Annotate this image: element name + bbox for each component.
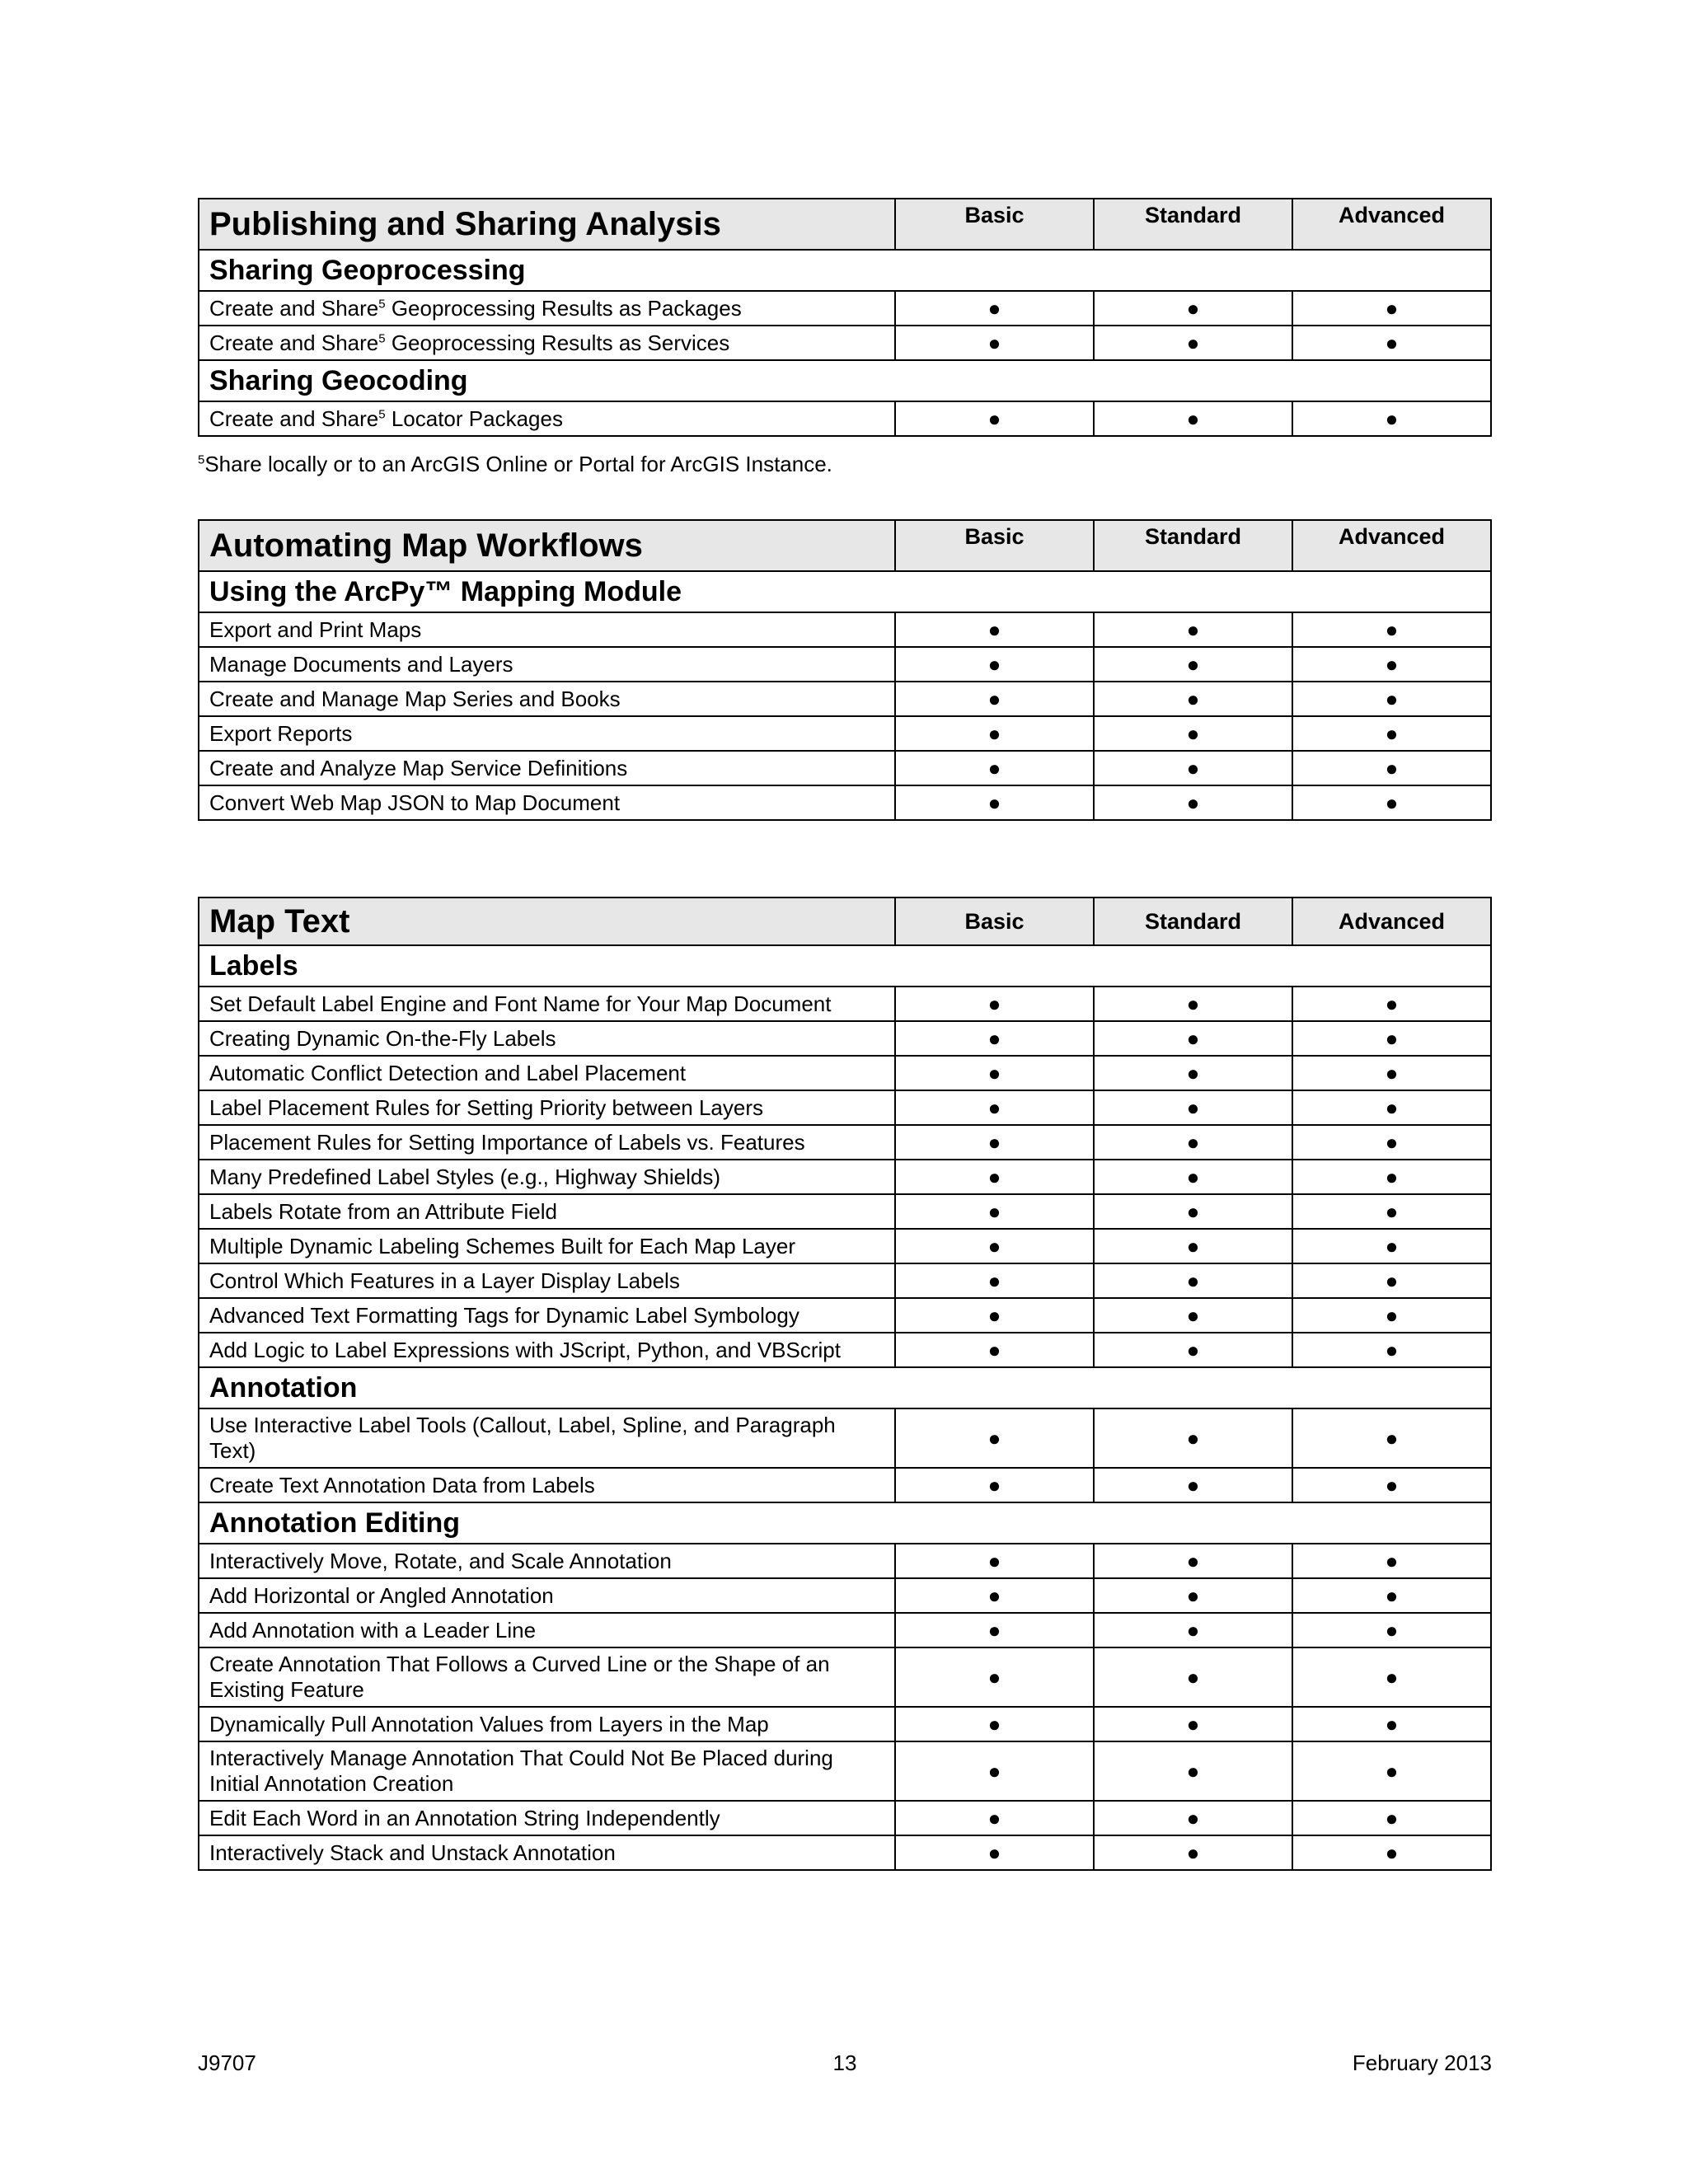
page-number: 13 (832, 2050, 857, 2075)
availability-dot-basic: ● (895, 987, 1094, 1021)
availability-dot-standard: ● (1094, 1333, 1292, 1367)
feature-label: Control Which Features in a Layer Display Labels (199, 1263, 895, 1298)
table-spacer (198, 481, 1492, 519)
availability-dot-advanced: ● (1292, 1056, 1491, 1090)
table-row (199, 647, 1491, 682)
availability-dot-advanced: ● (1292, 1741, 1491, 1801)
feature-label: Many Predefined Label Styles (e.g., Highway Shields) (199, 1160, 895, 1194)
table-row (199, 1801, 1491, 1835)
footnote-reference: 5 (378, 330, 386, 345)
availability-dot-advanced: ● (1292, 291, 1491, 326)
table-row (199, 1194, 1491, 1229)
availability-dot-advanced: ● (1292, 1468, 1491, 1502)
document-number: J9707 (198, 2050, 256, 2075)
availability-dot-advanced: ● (1292, 1544, 1491, 1578)
feature-label: Placement Rules for Setting Importance of Labels vs. Features (199, 1125, 895, 1160)
table-row (199, 1021, 1491, 1056)
page-content (198, 198, 1492, 1871)
availability-dot-advanced: ● (1292, 751, 1491, 785)
feature-table (198, 198, 1492, 437)
table-row (199, 682, 1491, 716)
table-row (199, 401, 1491, 436)
availability-dot-basic: ● (895, 1229, 1094, 1263)
availability-dot-basic: ● (895, 716, 1094, 751)
availability-dot-basic: ● (895, 1194, 1094, 1229)
availability-dot-standard: ● (1094, 1801, 1292, 1835)
availability-dot-standard: ● (1094, 612, 1292, 647)
feature-label: Interactively Move, Rotate, and Scale Annotation (199, 1544, 895, 1578)
availability-dot-basic: ● (895, 1021, 1094, 1056)
feature-label-text: Geoprocessing Results as Packages (385, 295, 742, 321)
availability-dot-basic: ● (895, 1544, 1094, 1578)
table-row (199, 1707, 1491, 1741)
feature-label: Interactively Manage Annotation That Could Not Be Placed during Initial Annotation Creation (199, 1741, 895, 1801)
availability-dot-basic: ● (895, 326, 1094, 360)
feature-label: Create and Analyze Map Service Definitions (199, 751, 895, 785)
availability-dot-advanced: ● (1292, 785, 1491, 820)
availability-dot-basic: ● (895, 1056, 1094, 1090)
table-title: Automating Map Workflows (199, 520, 895, 571)
availability-dot-advanced: ● (1292, 1578, 1491, 1613)
availability-dot-advanced: ● (1292, 647, 1491, 682)
availability-dot-basic: ● (895, 291, 1094, 326)
table-row (199, 1408, 1491, 1468)
table-row (199, 326, 1491, 360)
footnote (198, 452, 1492, 481)
footnote-reference: 5 (378, 296, 386, 311)
availability-dot-standard: ● (1094, 1741, 1292, 1801)
table-row (199, 1647, 1491, 1707)
table-row (199, 785, 1491, 820)
column-header-basic: Basic (895, 898, 1094, 945)
feature-label: Add Annotation with a Leader Line (199, 1613, 895, 1647)
column-header-standard: Standard (1094, 199, 1292, 250)
feature-label: Dynamically Pull Annotation Values from Layers in the Map (199, 1707, 895, 1741)
section-title: Using the ArcPy™ Mapping Module (199, 571, 1491, 612)
availability-dot-basic: ● (895, 1468, 1094, 1502)
feature-label: Interactively Stack and Unstack Annotation (199, 1835, 895, 1870)
table-row (199, 1090, 1491, 1125)
availability-dot-standard: ● (1094, 1835, 1292, 1870)
feature-label: Label Placement Rules for Setting Priority between Layers (199, 1090, 895, 1125)
table-row (199, 1125, 1491, 1160)
availability-dot-advanced: ● (1292, 1160, 1491, 1194)
availability-dot-standard: ● (1094, 716, 1292, 751)
table-row (199, 1741, 1491, 1801)
table-row (199, 1229, 1491, 1263)
feature-label (199, 401, 895, 436)
table-row (199, 1835, 1491, 1870)
footnote-reference: 5 (378, 406, 386, 421)
section-title: Annotation Editing (199, 1502, 1491, 1544)
availability-dot-standard: ● (1094, 1613, 1292, 1647)
availability-dot-standard: ● (1094, 401, 1292, 436)
availability-dot-basic: ● (895, 1263, 1094, 1298)
table-row (199, 291, 1491, 326)
section-header-row (199, 250, 1491, 291)
footnote-text: Share locally or to an ArcGIS Online or Portal for ArcGIS Instance. (204, 452, 832, 476)
feature-label: Create Text Annotation Data from Labels (199, 1468, 895, 1502)
availability-dot-advanced: ● (1292, 1333, 1491, 1367)
table-row (199, 1544, 1491, 1578)
availability-dot-basic: ● (895, 1801, 1094, 1835)
availability-dot-standard: ● (1094, 1298, 1292, 1333)
table-title: Publishing and Sharing Analysis (199, 199, 895, 250)
column-header-basic: Basic (895, 199, 1094, 250)
availability-dot-standard: ● (1094, 682, 1292, 716)
availability-dot-standard: ● (1094, 326, 1292, 360)
feature-label: Automatic Conflict Detection and Label Placement (199, 1056, 895, 1090)
feature-label-text: Geoprocessing Results as Services (385, 330, 730, 355)
availability-dot-basic: ● (895, 1408, 1094, 1468)
availability-dot-advanced: ● (1292, 1298, 1491, 1333)
column-header-basic: Basic (895, 520, 1094, 571)
availability-dot-basic: ● (895, 751, 1094, 785)
column-header-advanced: Advanced (1292, 520, 1491, 571)
table-row (199, 1160, 1491, 1194)
availability-dot-standard: ● (1094, 1194, 1292, 1229)
availability-dot-advanced: ● (1292, 1835, 1491, 1870)
availability-dot-advanced: ● (1292, 1090, 1491, 1125)
feature-label: Creating Dynamic On-the-Fly Labels (199, 1021, 895, 1056)
tables-container (198, 198, 1492, 1871)
table-spacer (198, 821, 1492, 897)
availability-dot-basic: ● (895, 1298, 1094, 1333)
availability-dot-basic: ● (895, 1090, 1094, 1125)
availability-dot-advanced: ● (1292, 326, 1491, 360)
feature-label-text: Create and Share (209, 295, 379, 321)
feature-label: Multiple Dynamic Labeling Schemes Built for Each Map Layer (199, 1229, 895, 1263)
availability-dot-standard: ● (1094, 1544, 1292, 1578)
feature-label: Manage Documents and Layers (199, 647, 895, 682)
table-row (199, 751, 1491, 785)
availability-dot-advanced: ● (1292, 1263, 1491, 1298)
table-row (199, 716, 1491, 751)
availability-dot-advanced: ● (1292, 1021, 1491, 1056)
availability-dot-advanced: ● (1292, 1707, 1491, 1741)
feature-label: Edit Each Word in an Annotation String Independently (199, 1801, 895, 1835)
availability-dot-basic: ● (895, 1741, 1094, 1801)
section-header-row (199, 1367, 1491, 1408)
availability-dot-advanced: ● (1292, 1194, 1491, 1229)
availability-dot-advanced: ● (1292, 987, 1491, 1021)
feature-label: Convert Web Map JSON to Map Document (199, 785, 895, 820)
table-row (199, 1298, 1491, 1333)
feature-label-text: Locator Packages (385, 405, 563, 431)
availability-dot-standard: ● (1094, 647, 1292, 682)
feature-label: Create Annotation That Follows a Curved Line or the Shape of an Existing Feature (199, 1647, 895, 1707)
availability-dot-basic: ● (895, 1835, 1094, 1870)
table-title: Map Text (199, 898, 895, 945)
feature-label (199, 326, 895, 360)
feature-label: Add Horizontal or Angled Annotation (199, 1578, 895, 1613)
availability-dot-standard: ● (1094, 1647, 1292, 1707)
feature-label: Labels Rotate from an Attribute Field (199, 1194, 895, 1229)
availability-dot-standard: ● (1094, 987, 1292, 1021)
feature-label (199, 291, 895, 326)
feature-table (198, 897, 1492, 1871)
section-title: Sharing Geoprocessing (199, 250, 1491, 291)
availability-dot-basic: ● (895, 1125, 1094, 1160)
availability-dot-basic: ● (895, 1160, 1094, 1194)
availability-dot-basic: ● (895, 1333, 1094, 1367)
availability-dot-basic: ● (895, 1578, 1094, 1613)
table-row (199, 1613, 1491, 1647)
feature-label: Add Logic to Label Expressions with JScript, Python, and VBScript (199, 1333, 895, 1367)
footnote-marker: 5 (198, 452, 205, 467)
table-row (199, 1056, 1491, 1090)
table-row (199, 987, 1491, 1021)
availability-dot-standard: ● (1094, 785, 1292, 820)
availability-dot-basic: ● (895, 1613, 1094, 1647)
availability-dot-standard: ● (1094, 1090, 1292, 1125)
page-footer (198, 2050, 1492, 2079)
column-header-advanced: Advanced (1292, 898, 1491, 945)
availability-dot-standard: ● (1094, 1229, 1292, 1263)
table-row (199, 1578, 1491, 1613)
availability-dot-standard: ● (1094, 1707, 1292, 1741)
availability-dot-basic: ● (895, 1647, 1094, 1707)
section-title: Sharing Geocoding (199, 360, 1491, 401)
availability-dot-standard: ● (1094, 1160, 1292, 1194)
table-row (199, 1333, 1491, 1367)
availability-dot-basic: ● (895, 401, 1094, 436)
column-header-advanced: Advanced (1292, 199, 1491, 250)
availability-dot-advanced: ● (1292, 1647, 1491, 1707)
availability-dot-basic: ● (895, 1707, 1094, 1741)
availability-dot-basic: ● (895, 785, 1094, 820)
table-row (199, 1468, 1491, 1502)
availability-dot-advanced: ● (1292, 716, 1491, 751)
availability-dot-advanced: ● (1292, 1408, 1491, 1468)
column-header-standard: Standard (1094, 898, 1292, 945)
feature-label: Export Reports (199, 716, 895, 751)
availability-dot-standard: ● (1094, 1408, 1292, 1468)
availability-dot-standard: ● (1094, 1056, 1292, 1090)
feature-label: Advanced Text Formatting Tags for Dynamic Label Symbology (199, 1298, 895, 1333)
availability-dot-standard: ● (1094, 291, 1292, 326)
availability-dot-basic: ● (895, 612, 1094, 647)
availability-dot-advanced: ● (1292, 1613, 1491, 1647)
feature-table (198, 519, 1492, 821)
availability-dot-standard: ● (1094, 1021, 1292, 1056)
availability-dot-standard: ● (1094, 1263, 1292, 1298)
section-title: Labels (199, 945, 1491, 987)
table-header-row (199, 199, 1491, 250)
feature-label: Create and Manage Map Series and Books (199, 682, 895, 716)
feature-label-text: Create and Share (209, 330, 379, 355)
availability-dot-advanced: ● (1292, 1125, 1491, 1160)
column-header-standard: Standard (1094, 520, 1292, 571)
feature-label: Set Default Label Engine and Font Name for Your Map Document (199, 987, 895, 1021)
availability-dot-standard: ● (1094, 1578, 1292, 1613)
section-header-row (199, 571, 1491, 612)
table-header-row (199, 520, 1491, 571)
section-header-row (199, 945, 1491, 987)
section-header-row (199, 360, 1491, 401)
table-header-row (199, 898, 1491, 945)
availability-dot-advanced: ● (1292, 1229, 1491, 1263)
section-header-row (199, 1502, 1491, 1544)
availability-dot-standard: ● (1094, 1468, 1292, 1502)
availability-dot-basic: ● (895, 647, 1094, 682)
table-row (199, 612, 1491, 647)
availability-dot-standard: ● (1094, 751, 1292, 785)
availability-dot-advanced: ● (1292, 401, 1491, 436)
feature-label: Export and Print Maps (199, 612, 895, 647)
table-row (199, 1263, 1491, 1298)
availability-dot-standard: ● (1094, 1125, 1292, 1160)
availability-dot-basic: ● (895, 682, 1094, 716)
document-date: February 2013 (1352, 2050, 1492, 2075)
feature-label: Use Interactive Label Tools (Callout, Label, Spline, and Paragraph Text) (199, 1408, 895, 1468)
availability-dot-advanced: ● (1292, 682, 1491, 716)
section-title: Annotation (199, 1367, 1491, 1408)
availability-dot-advanced: ● (1292, 1801, 1491, 1835)
availability-dot-advanced: ● (1292, 612, 1491, 647)
feature-label-text: Create and Share (209, 405, 379, 431)
